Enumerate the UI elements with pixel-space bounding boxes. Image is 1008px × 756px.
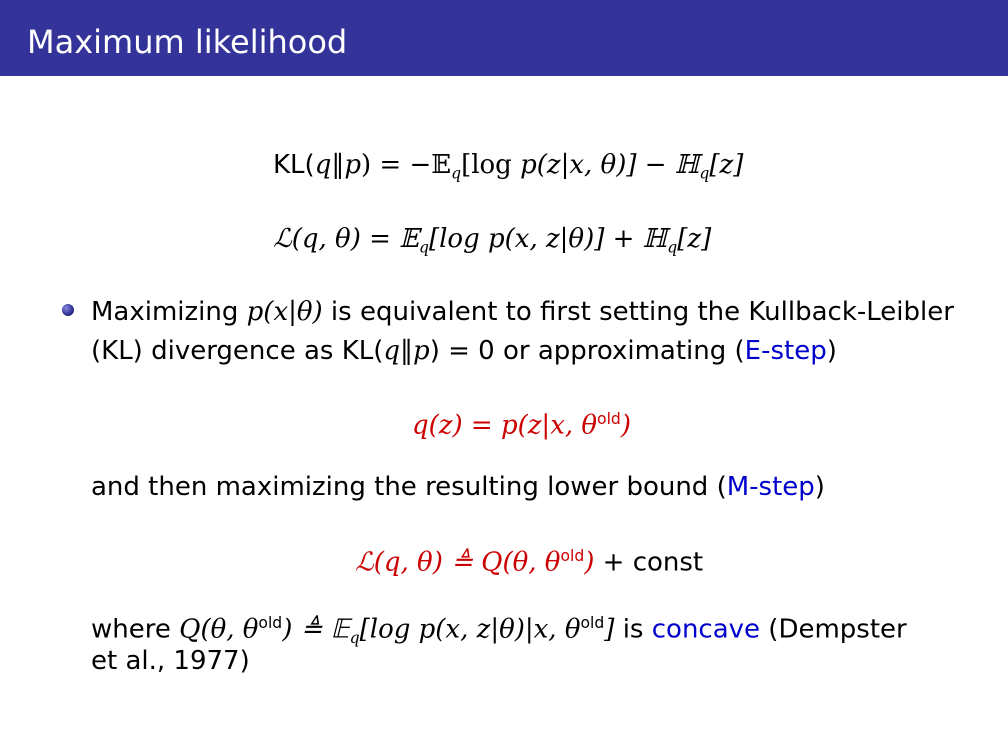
bullet-line-4: where Q(θ, $\theta^{old}$) ≜ 𝔼$_q$[log p(x, z|θ)|x, $\theta^{old}$] is concave (Dempster [91, 614, 907, 647]
e-step-link: E-step [744, 336, 827, 366]
equation-m-step: ℒ(q, θ) ≜ Q(θ, $\theta^{old}$) + const [355, 547, 704, 578]
bullet-marker-icon [62, 304, 74, 316]
bullet-line-1: Maximizing p(x|θ) is equivalent to first setting the Kullback-Leibler [91, 297, 954, 327]
equation-lower-bound: ℒ(q, θ) = 𝔼$_q$[log p(x, z|θ)] + ℍ$_q$[z] [273, 224, 712, 257]
slide-title: Maximum likelihood [27, 23, 348, 61]
slide-header-bar [0, 0, 1008, 76]
equation-e-step: q(z) = p(z|x, $\theta^{old}$) [412, 410, 631, 441]
concave-link: concave [651, 614, 761, 645]
m-step-link: M-step [726, 472, 815, 502]
bullet-line-3: and then maximizing the resulting lower bound (M-step) [91, 472, 825, 502]
bullet-line-5: et al., 1977) [91, 646, 250, 676]
bullet-line-2: (KL) divergence as KL(q‖p) = 0 or approximating (E-step) [91, 336, 837, 366]
equation-kl: KL(q‖p) = −𝔼$_q$[log p(z|x, θ)] − ℍ$_q$[z] [273, 150, 744, 183]
